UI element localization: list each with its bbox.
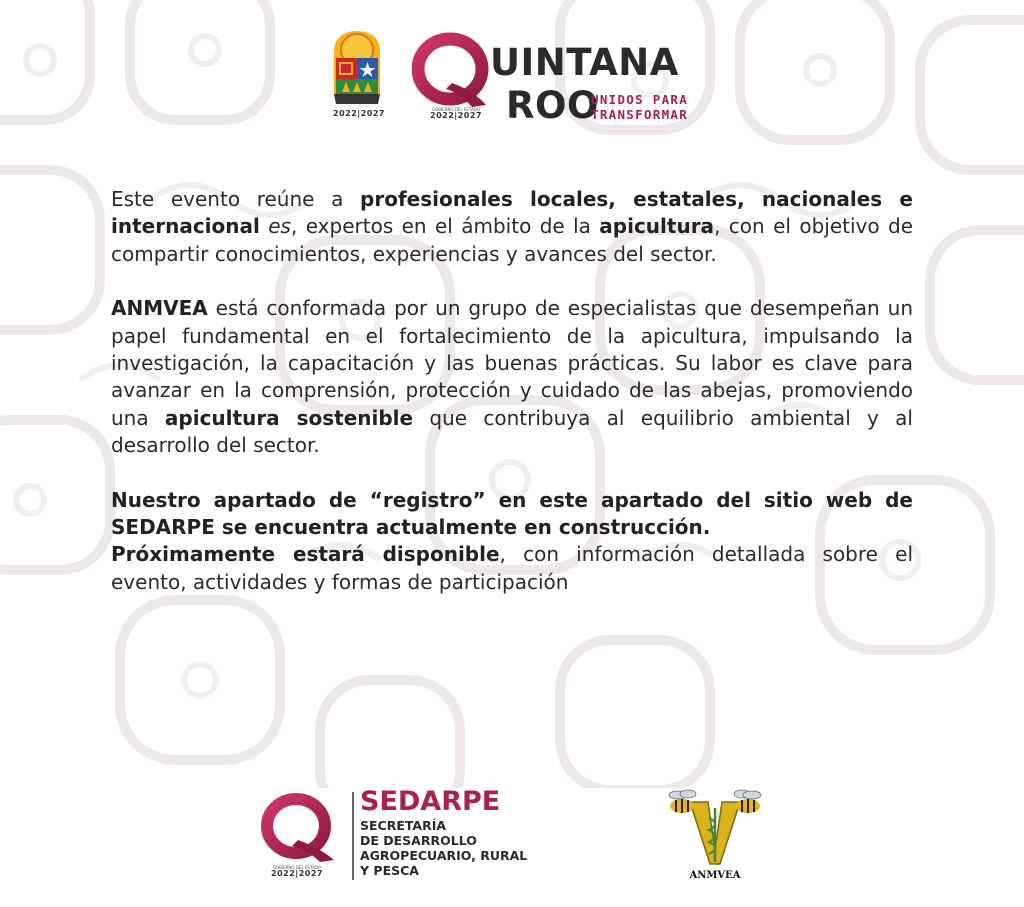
header-logos [328, 28, 698, 127]
state-coat-of-arms-icon [328, 28, 386, 108]
paragraph-event-intro [111, 186, 913, 268]
shield-years: 2022|2027 [333, 109, 385, 118]
sedarpe-line1: SECRETARÍA [360, 818, 447, 833]
anmvea-label: ANMVEA [689, 870, 741, 881]
sedarpe-line3: AGROPECUARIO, RURAL [360, 848, 528, 863]
brand-tagline [591, 92, 688, 122]
p1-text-2: , expertos en el ámbito de la [290, 214, 600, 239]
q-logo-years: 2022|2027 [430, 111, 482, 120]
p1-text-3: , con el objetivo de compartir conocimientos, experiencias y avances del sector. [111, 214, 913, 266]
p1-italic-1: es [268, 214, 291, 239]
sedarpe-line2: DE DESARROLLO [360, 833, 477, 848]
sedarpe-subtitle [360, 818, 527, 878]
brand-name-line2: ROO [506, 84, 599, 127]
sedarpe-years: 2022|2027 [271, 869, 323, 878]
p1-text-1: Este evento reúne a [111, 187, 361, 211]
anmvea-bee-logo-icon [660, 788, 770, 868]
announcement-text [111, 186, 913, 596]
sedarpe-q-logo [258, 790, 344, 866]
tagline-line2: TRANSFORMAR [591, 107, 689, 122]
p3-text-1: , con información detallada sobre el evento, actividades y formas de participación [111, 542, 913, 594]
sedarpe-caption: GOBIERNO DEL ESTADO [272, 865, 322, 870]
p1-bold-1: profesionales locales, estatales, nacionales e internacional [111, 187, 913, 239]
tagline-line1: UNIDOS PARA [591, 92, 689, 107]
paragraph-anmvea [111, 295, 913, 459]
quintana-roo-q-logo [412, 31, 492, 111]
p3-bold-1: Nuestro apartado de “registro” en este apartado del sitio web de SEDARPE se encuentra actualmente en construcción. [111, 487, 913, 540]
p2-text-1: está conformada por un grupo de especialistas que desempeñan un papel fundamental en el fortalecimiento de la apicultura, impulsando la investigación, la capacitación y las buenas prácticas. Su labor es clave para avanzar en la comprensión, protección y cuidado de las abejas, promoviendo una [111, 296, 913, 430]
sedarpe-line4: Y PESCA [360, 863, 419, 878]
sedarpe-title: SEDARPE [360, 786, 501, 817]
p3-bold-2: Próximamente estará disponible [111, 542, 500, 567]
paragraph-registration-notice [111, 487, 913, 597]
brand-name-line1: UINTANA [490, 41, 679, 84]
p2-bold-2: apicultura sostenible [164, 405, 414, 430]
p1-bold-2: apicultura [599, 214, 715, 239]
q-logo-caption: GOBIERNO DEL ESTADO [431, 107, 481, 112]
p2-bold-1: ANMVEA [111, 296, 208, 321]
p2-text-2: que contribuya al equilibrio ambiental y al desarrollo del sector. [111, 405, 913, 458]
sedarpe-divider [352, 792, 354, 880]
